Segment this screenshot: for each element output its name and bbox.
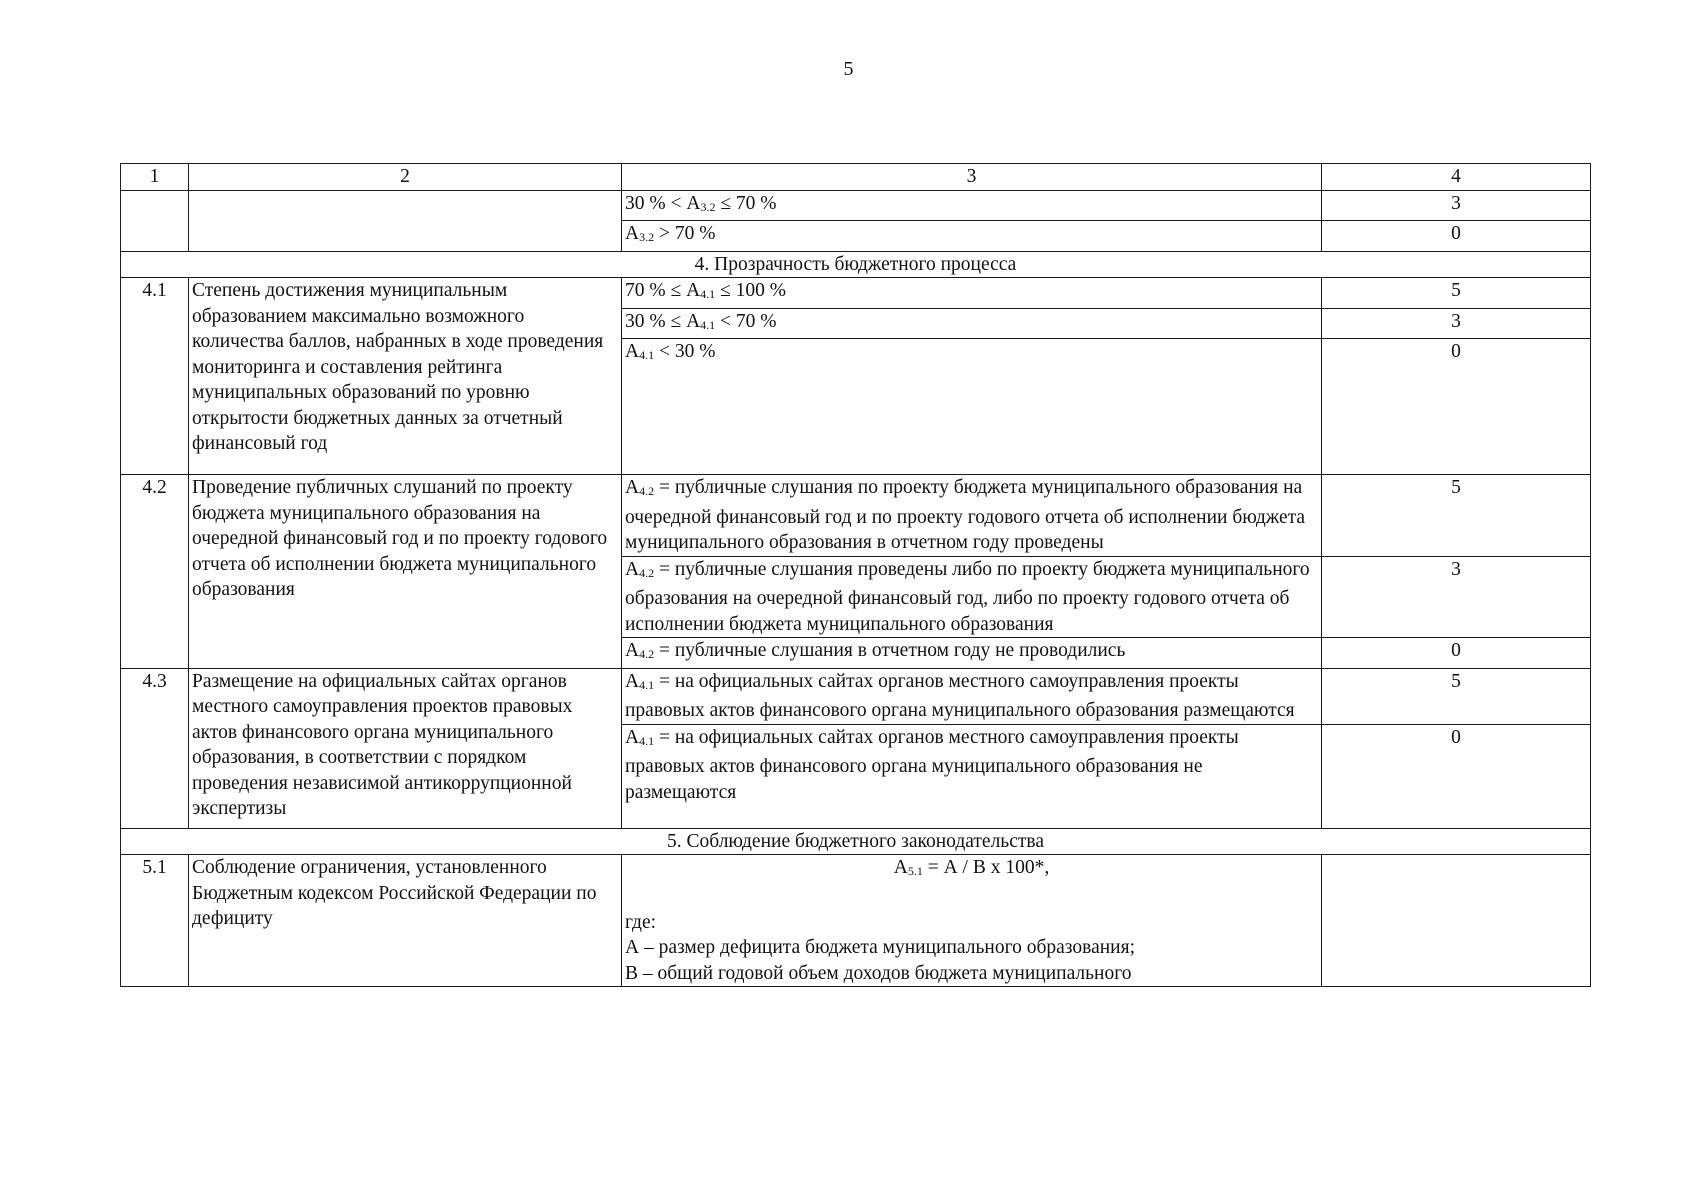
- header-col-1: 1: [121, 164, 189, 191]
- indicator-description-4-3: Размещение на официальных сайтах органов местного самоуправления проектов правовых актов финансового органа муниципального образования, в соответствии с порядком проведения независимой антикоррупционной экспертизы: [189, 668, 622, 828]
- section-4-title: 4. Прозрачность бюджетного процесса: [121, 251, 1591, 278]
- criteria-table: [120, 163, 1591, 987]
- formula-line-b: В – общий годовой объем доходов бюджета муниципального: [625, 962, 1132, 984]
- indicator-description-4-2: Проведение публичных слушаний по проекту бюджета муниципального образования на очередной финансовый год и по проекту годового отчета об исполнении бюджета муниципального образования: [189, 475, 622, 669]
- criterion-cell: $А_{4.1}$ = на официальных сайтах органов местного самоуправления проекты правовых актов финансового органа муниципального образования размещаются: [622, 668, 1322, 724]
- score-cell: 5: [1322, 668, 1591, 724]
- header-col-4: 4: [1322, 164, 1591, 191]
- row-number-4-2: 4.2: [121, 475, 189, 669]
- score-cell: [1322, 855, 1591, 987]
- criterion-cell: $А_{4.2}$ = публичные слушания в отчетном году не проводились: [622, 638, 1322, 669]
- formula-line-a: А – размер дефицита бюджета муниципального образования;: [625, 937, 1135, 958]
- empty-num-cell: [121, 190, 189, 251]
- score-cell: 0: [1322, 724, 1591, 828]
- formula: $А_{5.1} = А / В$ х 100*,: [893, 857, 1050, 878]
- table-row: [121, 475, 1591, 557]
- header-col-3: 3: [622, 164, 1322, 191]
- row-number-4-1: 4.1: [121, 278, 189, 475]
- table-row: [121, 190, 1591, 221]
- page-number: 5: [843, 58, 854, 80]
- row-number-5-1: 5.1: [121, 855, 189, 987]
- score-cell: 0: [1322, 339, 1591, 475]
- score-cell: 5: [1322, 278, 1591, 309]
- table-row: [121, 278, 1591, 309]
- section-5-title: 5. Соблюдение бюджетного законодательства: [121, 828, 1591, 855]
- criterion-cell: $А_{3.2} > 70$ %: [622, 221, 1322, 252]
- formula-where: где:: [625, 911, 657, 933]
- score-cell: 0: [1322, 638, 1591, 669]
- table-row: [121, 668, 1591, 724]
- table-header-row: [121, 164, 1591, 191]
- indicator-description-5-1: Соблюдение ограничения, установленного Бюджетным кодексом Российской Федерации по дефициту: [189, 855, 622, 987]
- criterion-cell: $А_{4.1}$ = на официальных сайтах органов местного самоуправления проекты правовых актов финансового органа муниципального образования не размещаются: [622, 724, 1322, 828]
- section-heading-row: [121, 251, 1591, 278]
- score-cell: 3: [1322, 308, 1591, 339]
- score-cell: 3: [1322, 190, 1591, 221]
- table-row: [121, 855, 1591, 987]
- criterion-cell: 70 % ≤ $А_{4.1} \le 100$ %: [622, 278, 1322, 309]
- indicator-description-4-1: Степень достижения муниципальным образованием максимально возможного количества баллов, набранных в ходе проведения мониторинга и составления рейтинга муниципальных образований по уровню открытости бюджетных данных за отчетный финансовый год: [189, 278, 622, 475]
- criterion-cell: $А_{4.2}$ = публичные слушания по проекту бюджета муниципального образования на очередной финансовый год и по проекту годового отчета об исполнении бюджета муниципального образования в отчетном году проведены: [622, 475, 1322, 557]
- empty-desc-cell: [189, 190, 622, 251]
- section-heading-row: [121, 828, 1591, 855]
- criterion-cell: [622, 855, 1322, 987]
- score-cell: 0: [1322, 221, 1591, 252]
- criterion-cell: $А_{4.2}$ = публичные слушания проведены либо по проекту бюджета муниципального образования на очередной финансовый год, либо по проекту годового отчета об исполнении бюджета муниципального образования: [622, 556, 1322, 638]
- criterion-cell: $А_{4.1} < 30$ %: [622, 339, 1322, 475]
- score-cell: 5: [1322, 475, 1591, 557]
- criterion-cell: 30 % ≤ $А_{4.1} < 70$ %: [622, 308, 1322, 339]
- row-number-4-3: 4.3: [121, 668, 189, 828]
- criterion-cell: 30 % < $А_{3.2} \le 70$ %: [622, 190, 1322, 221]
- header-col-2: 2: [189, 164, 622, 191]
- score-cell: 3: [1322, 556, 1591, 638]
